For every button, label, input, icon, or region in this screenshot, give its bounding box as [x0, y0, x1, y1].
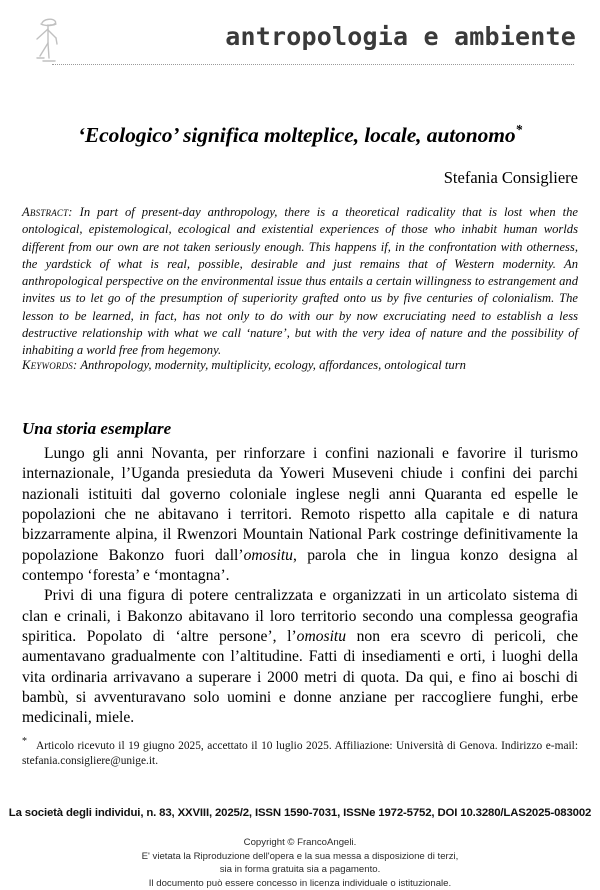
footnote	[22, 735, 578, 769]
copyright-block	[0, 836, 600, 890]
section-heading: Una storia esemplare	[22, 419, 172, 439]
keywords-text: Anthropology, modernity, multiplicity, ecology, affordances, ontological turn	[80, 358, 466, 372]
para-1	[22, 444, 578, 586]
body-text	[22, 444, 578, 729]
copyright-line-1: Copyright © FrancoAngeli.	[243, 837, 357, 848]
text-run: , parola che in lingua konzo designa al contempo ‘foresta’ e ‘montagna’.	[22, 546, 578, 585]
footnote-marker: *	[22, 736, 27, 747]
keywords-block	[22, 357, 578, 374]
page-title	[22, 122, 578, 148]
copyright-line-4: Il documento può essere concesso in licenza individuale o istituzionale.	[148, 877, 452, 889]
abstract-label: Abstract:	[22, 205, 73, 219]
author-name: Stefania Consigliere	[443, 168, 578, 187]
emphasised-term: omositu	[296, 628, 347, 646]
page-title-text: ‘Ecologico’ significa molteplice, locale, autonomo	[77, 123, 516, 148]
footnote-text: Articolo ricevuto il 19 giugno 2025, accettato il 10 luglio 2025. Affiliazione: Università di Genova. Indirizzo e-mail: stefania.consigliere@unige.it.	[22, 739, 578, 767]
walking-person-sketch-icon	[28, 14, 70, 68]
copyright-line-2: E' vietata la Riproduzione dell'opera e la sua messa a disposizione di terzi,	[141, 850, 459, 862]
para-2	[22, 586, 578, 728]
keywords-label: Keywords:	[22, 358, 78, 372]
text-run: Lungo gli anni Novanta, per rinforzare i confini nazionali e favorire il turismo internazionale, l’Uganda presieduta da Yoweri Museveni chiude i confini dei parchi nazionali istituiti dal governo coloniale inglese negli anni Quaranta ed espelle le popolazioni che ne abitavano i territori. Remoto rispetto alla capitale e di natura bizzarramente alpina, il Rwenzori Mountain National Park costringe definitivamente la popolazione Bakonzo fuori dall’	[22, 445, 578, 564]
masthead-dotted-rule	[52, 64, 574, 65]
emphasised-term: omositu	[243, 546, 293, 564]
masthead	[0, 14, 600, 70]
text-run: non era scevro di pericoli, che aumentavano gradualmente con l’altitudine. Fatti di insediamenti e orti, i luoghi della vita ordinaria arrivavano a superare i 2000 metri di quota. Da qui, e fino ai boschi di bambù, si avventuravano solo uomini e donne anziane per raccogliere funghi, erbe medicinali, miele.	[22, 628, 578, 727]
journal-citation-line: La società degli individui, n. 83, XXVIII, 2025/2, ISSN 1590-7031, ISSNe 1972-5752, DOI 10.3280/LAS2025-083002	[8, 807, 592, 819]
title-footnote-marker: *	[515, 122, 523, 138]
abstract-text: In part of present-day anthropology, there is a theoretical radicality that is lost when the ontological, epistemological, ecological and existential experiences of those who inhabit human worlds different from our own are not taken seriously enough. This happens if, in the confrontation with otherness, the yardstick of what is real, possible, desirable and just remains that of Western modernity. An anthropological perspective on the environmental issue thus entails a certain willingness to estrangement and invites us to let go of the presumption of superiority grafted onto us by five centuries of colonialism. The lesson to be learned, in fact, has not only to do with our by now excruciating need to establish a less destructive relationship with what we call ‘nature’, but with the very idea of nature and the possibility of inhabiting a world free from hegemony.	[22, 205, 578, 357]
masthead-title: antropologia e ambiente	[225, 22, 576, 51]
abstract-block	[22, 204, 578, 359]
copyright-line-3: sia in forma gratuita sia a pagamento.	[219, 864, 381, 876]
text-run: Privi di una figura di potere centralizzata e organizzati in un articolato sistema di clan e crinali, i Bakonzo abitavano il loro territorio secondo una complessa geografia spiritica. Popolato di ‘altre persone’, l’	[22, 587, 578, 646]
